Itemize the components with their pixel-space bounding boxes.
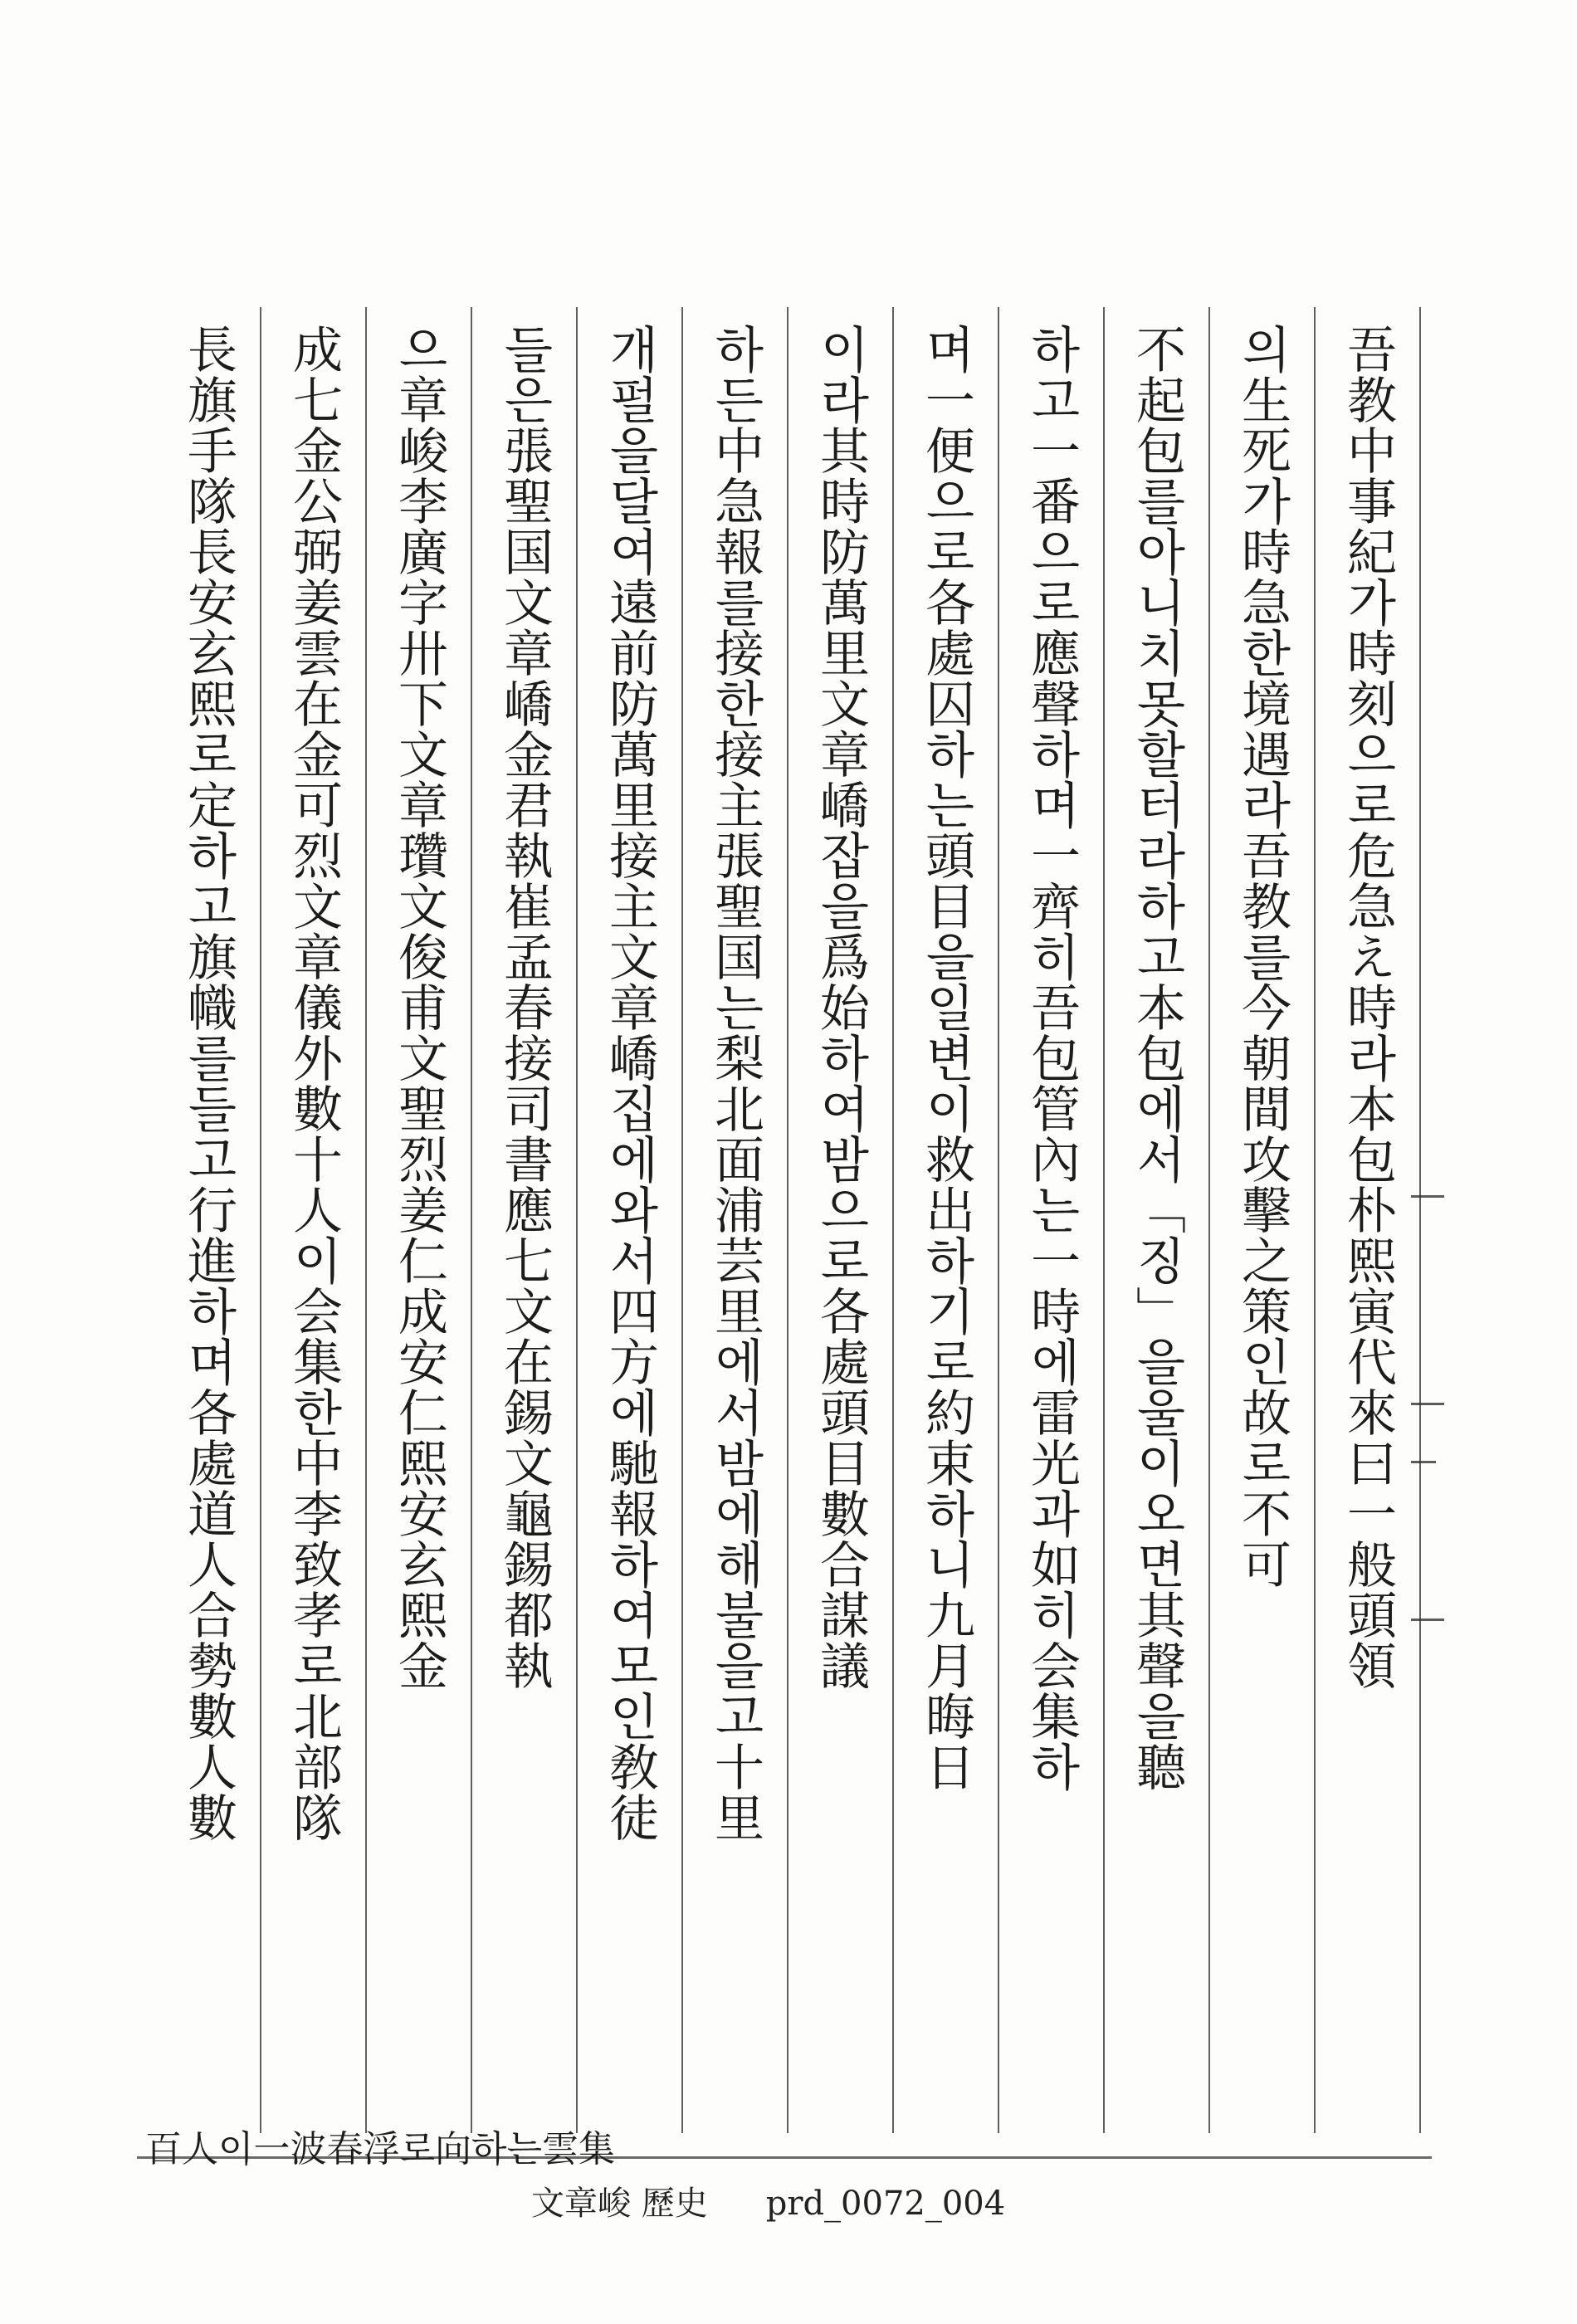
margin-mark: [1411, 1461, 1436, 1463]
column-rule: [1208, 307, 1210, 2133]
text-column: 이라其時防萬里文章嶠잡을爲始하여밤으로各處頭目數合謀議: [812, 324, 870, 1691]
text-column: 으章峻李廣字卅下文章瓚文俊甫文聖烈姜仁成安仁熙安玄熙金: [390, 324, 448, 1691]
column-rule: [681, 307, 683, 2133]
text-column: 들은張聖国文章嶠金君執崔孟春接司書應七文在錫文龜錫都執: [496, 324, 554, 1691]
text-column: 하든中急報를接한接主張聖国는梨北面浦芸里에서밤에해불을고十里: [706, 324, 764, 1843]
text-column: 며一便으로各處囚하는頭目을일변이救出하기로約束하니九月晦日: [917, 324, 975, 1792]
text-column: 長旗手隊長安玄熙로定하고旗幟를들고行進하며各處道人合勢數人數: [179, 324, 237, 1843]
text-column: 의生死가時急한境遇라吾教를今朝間攻擊之策인故로不可: [1233, 324, 1291, 1589]
column-rule: [787, 307, 788, 2133]
column-rule: [998, 307, 999, 2133]
column-rule: [260, 307, 261, 2133]
column-rule: [1314, 307, 1316, 2133]
text-column: 吾教中事紀가時刻으로危急え時라本包朴熙寅代來曰一般頭領: [1339, 324, 1397, 1691]
text-column: 하고一番으로應聲하며一齊히吾包管內는一時에雷光과如히会集하: [1023, 324, 1081, 1792]
column-rule: [1419, 307, 1421, 2133]
margin-mark: [1411, 1618, 1444, 1621]
column-rule: [576, 307, 578, 2133]
text-column: 成七金公弼姜雲在金可烈文章儀外數十人이会集한中李致孝로北部隊: [285, 324, 343, 1843]
page-caption: [531, 2179, 1005, 2229]
margin-mark: [1411, 1195, 1444, 1198]
text-column: 不起包를아니치못할터라하고本包에서「징」을울이오면其聲을聽: [1128, 324, 1186, 1792]
column-rule: [471, 307, 472, 2133]
caption-title: 文章峻 歷史: [531, 2185, 708, 2223]
manuscript-body: [154, 307, 1423, 2133]
text-column: 개펄을달여遠前防萬里接主文章嶠집에와서四方에馳報하여모인敎徒: [601, 324, 659, 1843]
column-rule: [365, 307, 367, 2133]
caption-code: prd_0072_004: [765, 2185, 1006, 2223]
column-rule: [1103, 307, 1105, 2133]
margin-mark: [1411, 1403, 1444, 1405]
bottom-handwritten-line: 百人이一波春浮로向하는雲集: [145, 2128, 616, 2170]
column-rule: [892, 307, 894, 2133]
